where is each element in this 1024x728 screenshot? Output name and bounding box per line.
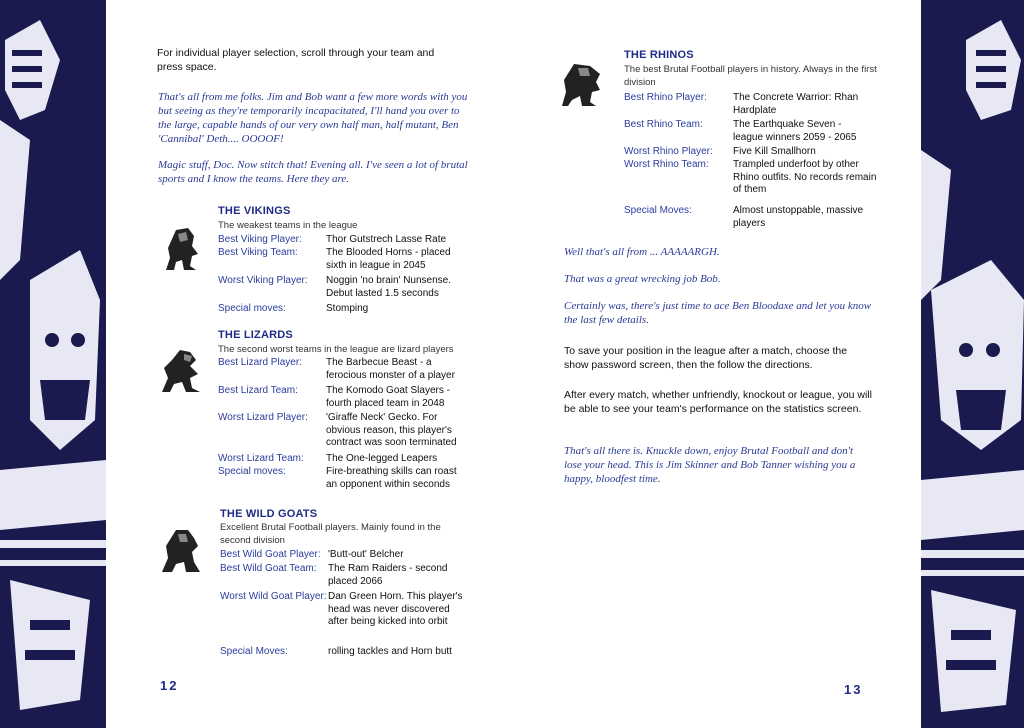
stat-row bbox=[220, 549, 480, 563]
stat-label: Worst Lizard Team: bbox=[218, 453, 304, 464]
stat-row bbox=[624, 146, 884, 160]
commentary-quote: That's all from me folks. Jim and Bob want a few more words with you but seeing as they're temporarily incapacitated, I'll hand you over to the large, capable hands of our very own half man, half mutant, Ben 'Cannibal' Deth.... OOOOF! bbox=[158, 91, 468, 145]
team-title-wild-goats: THE WILD GOATS bbox=[220, 508, 318, 520]
stat-label: Best Wild Goat Player: bbox=[220, 549, 321, 560]
page-number: 12 bbox=[160, 678, 179, 693]
intro-text: For individual player selection, scroll through your team and press space. bbox=[157, 47, 435, 73]
stat-value: Fire-breathing skills can roast an opponent within seconds bbox=[326, 466, 457, 490]
stat-value: Noggin 'no brain' Nunsense. Debut lasted 1.5 seconds bbox=[326, 275, 452, 299]
team-subtitle: The best Brutal Football players in history. Always in the first division bbox=[624, 64, 877, 88]
page-number: 13 bbox=[844, 682, 863, 697]
lizard-player-icon bbox=[160, 348, 204, 394]
stat-label: Special Moves: bbox=[220, 646, 288, 657]
left-border-artwork bbox=[0, 0, 106, 728]
stat-label: Special moves: bbox=[218, 303, 286, 314]
stat-row bbox=[218, 412, 478, 454]
stat-label: Best Wild Goat Team: bbox=[220, 563, 317, 574]
stat-value: 'Giraffe Neck' Gecko. For obvious reason, this player's contract was soon terminated bbox=[326, 412, 457, 448]
page-12 bbox=[106, 0, 506, 728]
stat-value: The One-legged Leapers bbox=[326, 453, 438, 464]
stat-value: Stomping bbox=[326, 303, 369, 314]
stat-label: Worst Viking Player: bbox=[218, 275, 308, 286]
commentary-quote: Magic stuff, Doc. Now stitch that! Evening all. I've seen a lot of brutal sports and I know the teams. Here they are. bbox=[158, 159, 468, 185]
stat-value: Thor Gutstrech Lasse Rate bbox=[326, 234, 447, 245]
team-title-lizards: THE LIZARDS bbox=[218, 329, 293, 341]
instruction-text: To save your position in the league after a match, choose the show password screen, then the follow the directions. bbox=[564, 345, 848, 371]
stat-row bbox=[218, 453, 478, 467]
team-subtitle: The weakest teams in the league bbox=[218, 220, 358, 231]
instruction-text: After every match, whether unfriendly, knockout or league, you will be able to see your team's performance on the statistics screen. bbox=[564, 389, 872, 415]
stat-value: Dan Green Horn. This player's head was never discovered after being kicked into orbit bbox=[328, 591, 463, 627]
stat-row bbox=[624, 159, 884, 201]
stat-row bbox=[220, 591, 480, 647]
stat-value: The Blooded Horns - placed sixth in league in 2045 bbox=[326, 247, 451, 271]
commentary-quote: That's all there is. Knuckle down, enjoy Brutal Football and don't lose your head. This is Jim Skinner and Bob Tanner wishing you a happy, bloodfest time. bbox=[564, 445, 856, 485]
stat-label: Best Viking Team: bbox=[218, 247, 298, 258]
stat-value: The Barbecue Beast - a ferocious monster of a player bbox=[326, 357, 455, 381]
stat-value: 'Butt-out' Belcher bbox=[328, 549, 404, 560]
stat-label: Special Moves: bbox=[624, 205, 692, 216]
stat-value: The Komodo Goat Slayers - fourth placed team in 2048 bbox=[326, 385, 450, 409]
commentary-quote: Well that's all from ... AAAAARGH. bbox=[564, 246, 720, 258]
team-subtitle: Excellent Brutal Football players. Mainly found in the second division bbox=[220, 522, 441, 546]
viking-player-icon bbox=[162, 226, 206, 272]
stat-label: Worst Lizard Player: bbox=[218, 412, 308, 423]
stat-row bbox=[624, 119, 884, 147]
stat-row bbox=[218, 275, 468, 303]
stat-label: Best Lizard Player: bbox=[218, 357, 302, 368]
stat-label: Worst Rhino Player: bbox=[624, 146, 713, 157]
team-title-vikings: THE VIKINGS bbox=[218, 205, 291, 217]
stat-label: Worst Wild Goat Player: bbox=[220, 591, 327, 602]
stat-label: Best Rhino Player: bbox=[624, 92, 707, 103]
wild-goat-player-icon bbox=[160, 528, 204, 574]
stat-row bbox=[624, 205, 884, 233]
team-title-rhinos: THE RHINOS bbox=[624, 49, 694, 61]
viking-warrior-illustration bbox=[921, 0, 1024, 728]
stat-value: rolling tackles and Horn butt bbox=[328, 646, 452, 657]
stat-label: Worst Rhino Team: bbox=[624, 159, 709, 170]
stat-value: Trampled underfoot by other Rhino outfits. No records remain of them bbox=[733, 159, 877, 195]
stat-row bbox=[624, 92, 884, 120]
viking-warrior-illustration bbox=[0, 0, 106, 728]
stat-row bbox=[218, 357, 478, 385]
commentary-quote: Certainly was, there's just time to ace Ben Bloodaxe and let you know the last few details. bbox=[564, 300, 872, 326]
page-13 bbox=[512, 0, 921, 728]
stat-row bbox=[218, 303, 468, 317]
stat-row bbox=[220, 563, 480, 591]
stat-value: The Earthquake Seven - league winners 2059 - 2065 bbox=[733, 119, 857, 143]
stat-value: Five Kill Smallhorn bbox=[733, 146, 816, 157]
stat-label: Best Rhino Team: bbox=[624, 119, 703, 130]
stat-label: Special moves: bbox=[218, 466, 286, 477]
stat-value: Almost unstoppable, massive players bbox=[733, 205, 864, 229]
stat-row bbox=[218, 247, 468, 275]
stat-label: Best Viking Player: bbox=[218, 234, 302, 245]
right-border-artwork bbox=[921, 0, 1024, 728]
rhino-player-icon bbox=[560, 62, 604, 108]
stat-value: The Ram Raiders - second placed 2066 bbox=[328, 563, 448, 587]
stat-label: Best Lizard Team: bbox=[218, 385, 298, 396]
commentary-quote: That was a great wrecking job Bob. bbox=[564, 273, 721, 285]
stat-row bbox=[218, 466, 478, 494]
stat-row bbox=[218, 234, 468, 248]
team-subtitle: The second worst teams in the league are lizard players bbox=[218, 344, 454, 355]
stat-value: The Concrete Warrior: Rhan Hardplate bbox=[733, 92, 859, 116]
stat-row bbox=[218, 385, 478, 413]
stat-row bbox=[220, 646, 480, 660]
